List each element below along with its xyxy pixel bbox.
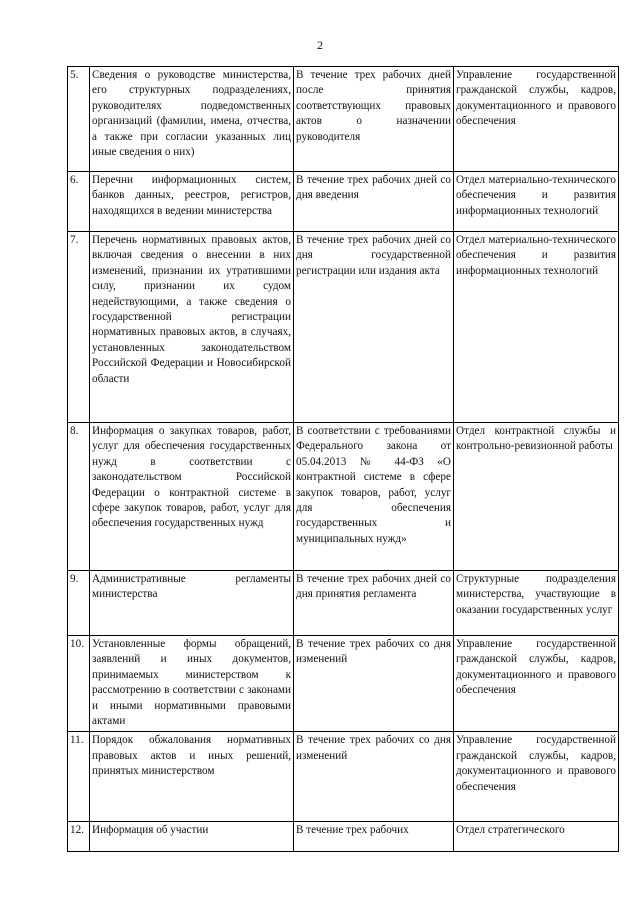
info-cell: Информация о закупках товаров, работ, услуг для обеспечения государственных нужд в соответствии с законодательством Российской Федерации о контрактной системе в сфере закупок товаров, работ, услуг для обеспечения государственных нужд	[90, 423, 294, 571]
responsible-cell: Отдел материально-технического обеспечения и развития информационных технологий	[454, 172, 619, 232]
row-number: 9.	[68, 571, 90, 636]
table-row	[68, 423, 619, 571]
row-number: 10.	[68, 636, 90, 732]
responsible-cell: Отдел стратегического	[454, 822, 619, 852]
term-cell: В течение трех рабочих	[294, 822, 454, 852]
term-cell: В течение трех рабочих со дня изменений	[294, 732, 454, 822]
info-cell: Перечень нормативных правовых актов, включая сведения о внесении в них изменений, признании их утратившими силу, признании их судом недействующими, а также сведения о государственной регистрации нормативных правовых актов, в случаях, установленных законодательством Российской Федерации и Новосибирской области	[90, 232, 294, 423]
term-cell: В течение трех рабочих дней со дня государственной регистрации или издания акта	[294, 232, 454, 423]
info-cell: Административные регламенты министерства	[90, 571, 294, 636]
table-row	[68, 636, 619, 732]
term-cell: В течение трех рабочих со дня изменений	[294, 636, 454, 732]
disclosure-table	[67, 66, 619, 852]
responsible-cell: Отдел материально-технического обеспечения и развития информационных технологий	[454, 232, 619, 423]
responsible-cell: Управление государственной гражданской службы, кадров, документационного и правового обеспечения	[454, 636, 619, 732]
info-cell: Порядок обжалования нормативных правовых актов и иных решений, принятых министерством	[90, 732, 294, 822]
row-number: 6.	[68, 172, 90, 232]
row-number: 7.	[68, 232, 90, 423]
row-number: 11.	[68, 732, 90, 822]
responsible-cell: Отдел контрактной службы и контрольно-ревизионной работы	[454, 423, 619, 571]
info-cell: Установленные формы обращений, заявлений и иных документов, принимаемых министерством к рассмотрению в соответствии с законами и иными нормативными правовыми актами	[90, 636, 294, 732]
term-cell: В течение трех рабочих дней после принятия соответствующих правовых актов о назначении руководителя	[294, 67, 454, 172]
info-cell: Информация об участии	[90, 822, 294, 852]
table-row	[68, 232, 619, 423]
term-cell: В течение трех рабочих дней со дня введения	[294, 172, 454, 232]
page-number: 2	[317, 38, 323, 52]
table-row	[68, 67, 619, 172]
row-number: 12.	[68, 822, 90, 852]
responsible-cell: Управление государственной гражданской службы, кадров, документационного и правового обеспечения	[454, 67, 619, 172]
responsible-cell: Структурные подразделения министерства, участвующие в оказании государственных услуг	[454, 571, 619, 636]
term-cell: В соответствии с требованиями Федерального закона от 05.04.2013 № 44-ФЗ «О контрактной системе в сфере закупок товаров, работ, услуг для обеспечения государственных и муниципальных нужд»	[294, 423, 454, 571]
table-row	[68, 172, 619, 232]
info-cell: Перечни информационных систем, банков данных, реестров, регистров, находящихся в ведении министерства	[90, 172, 294, 232]
table-row	[68, 571, 619, 636]
info-cell: Сведения о руководстве министерства, его структурных подразделениях, руководителях подведомственных организаций (фамилии, имена, отчества, а также при согласии указанных лиц иные сведения о них)	[90, 67, 294, 172]
term-cell: В течение трех рабочих дней со дня принятия регламента	[294, 571, 454, 636]
table-row	[68, 822, 619, 852]
row-number: 5.	[68, 67, 90, 172]
responsible-cell: Управление государственной гражданской службы, кадров, документационного и правового обеспечения	[454, 732, 619, 822]
table-row	[68, 732, 619, 822]
row-number: 8.	[68, 423, 90, 571]
